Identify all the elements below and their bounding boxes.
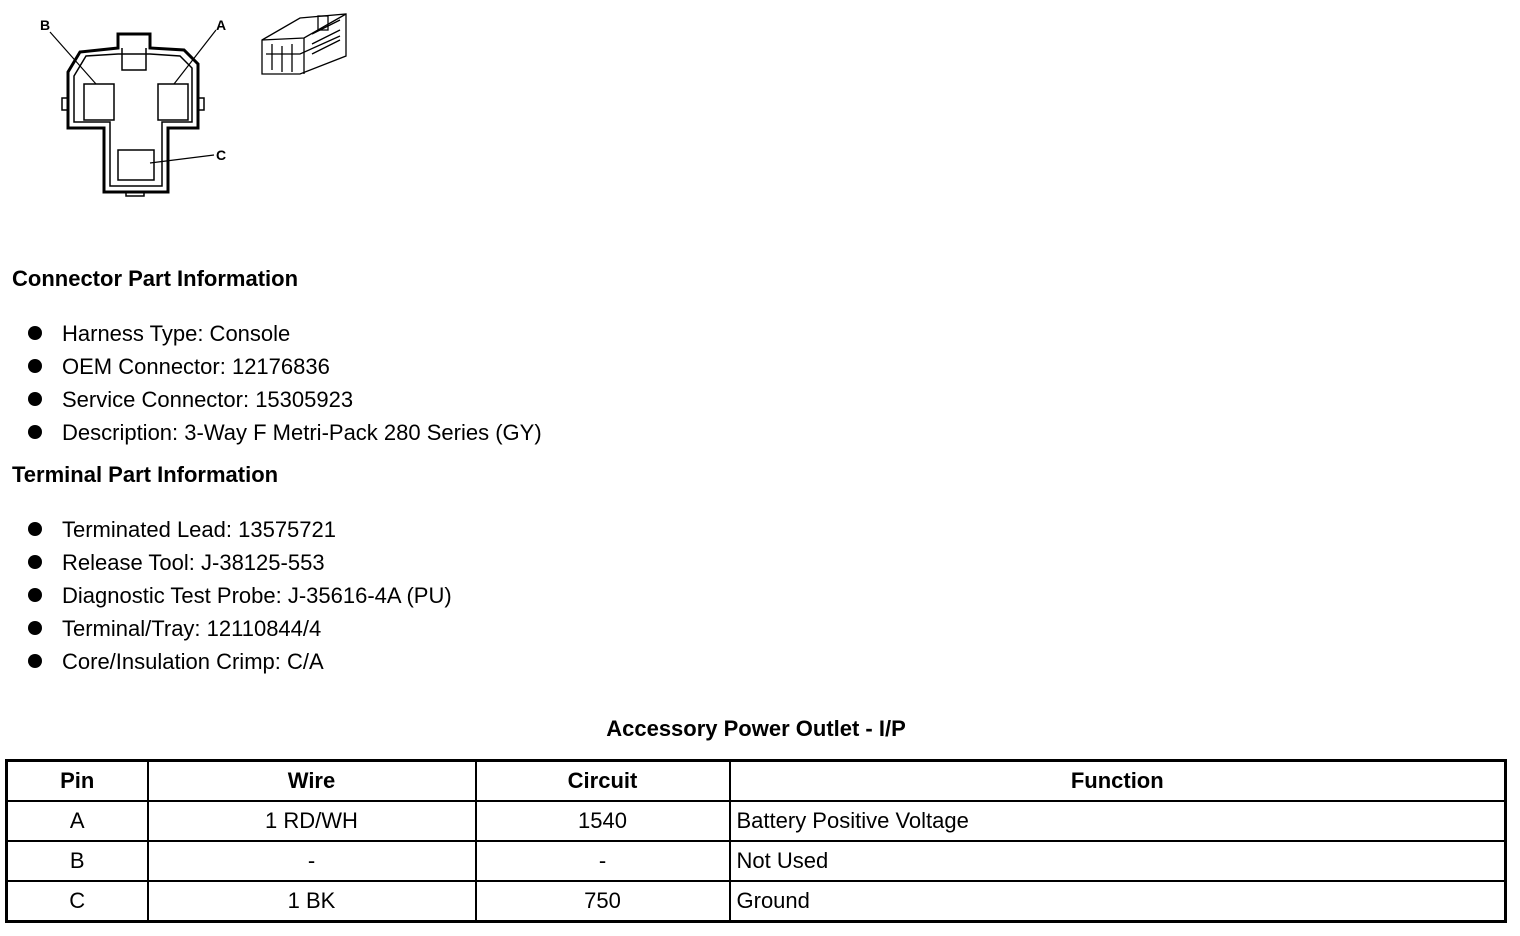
cell-pin: A [7, 801, 148, 841]
list-item-text: Core/Insulation Crimp: C/A [62, 649, 324, 674]
list-item-text: Description: 3-Way F Metri-Pack 280 Series (GY) [62, 420, 542, 445]
list-item-text: Harness Type: Console [62, 321, 291, 346]
connector-diagram [0, 0, 400, 210]
pinout-table [5, 759, 1507, 923]
list-item-text: Terminal/Tray: 12110844/4 [62, 616, 322, 641]
table-row [7, 841, 1506, 881]
cell-function: Ground [730, 881, 1506, 922]
bullet-icon [28, 588, 42, 602]
cell-circuit: 750 [476, 881, 730, 922]
list-item [28, 612, 452, 645]
cell-wire: - [148, 841, 476, 881]
bullet-icon [28, 555, 42, 569]
bullet-icon [28, 425, 42, 439]
header-wire: Wire [148, 761, 476, 802]
pin-label-b: B [40, 17, 51, 33]
bullet-icon [28, 621, 42, 635]
cell-wire: 1 BK [148, 881, 476, 922]
list-item [28, 513, 452, 546]
terminal-info-list [28, 513, 452, 678]
list-item [28, 416, 542, 449]
connector-info-list [28, 317, 542, 449]
bullet-icon [28, 326, 42, 340]
table-row [7, 801, 1506, 841]
cell-pin: B [7, 841, 148, 881]
cell-function: Battery Positive Voltage [730, 801, 1506, 841]
cell-pin: C [7, 881, 148, 922]
list-item-text: Release Tool: J-38125-553 [62, 550, 325, 575]
terminal-info-title: Terminal Part Information [12, 462, 279, 487]
cell-circuit: 1540 [476, 801, 730, 841]
table-row [7, 881, 1506, 922]
table-header-row [7, 761, 1506, 802]
list-item [28, 350, 542, 383]
header-function: Function [730, 761, 1506, 802]
cell-circuit: - [476, 841, 730, 881]
header-pin: Pin [7, 761, 148, 802]
list-item [28, 546, 452, 579]
bullet-icon [28, 359, 42, 373]
bullet-icon [28, 392, 42, 406]
pin-label-c: C [216, 147, 227, 163]
list-item [28, 317, 542, 350]
table-caption: Accessory Power Outlet - I/P [606, 716, 906, 741]
cell-wire: 1 RD/WH [148, 801, 476, 841]
connector-isometric-view [262, 14, 346, 74]
list-item-text: Service Connector: 15305923 [62, 387, 354, 412]
pin-label-a: A [216, 17, 227, 33]
list-item-text: OEM Connector: 12176836 [62, 354, 330, 379]
header-circuit: Circuit [476, 761, 730, 802]
list-item [28, 645, 452, 678]
list-item [28, 579, 452, 612]
list-item [28, 383, 542, 416]
bullet-icon [28, 654, 42, 668]
bullet-icon [28, 522, 42, 536]
connector-info-title: Connector Part Information [12, 266, 299, 291]
list-item-text: Diagnostic Test Probe: J-35616-4A (PU) [62, 583, 452, 608]
cell-function: Not Used [730, 841, 1506, 881]
list-item-text: Terminated Lead: 13575721 [62, 517, 336, 542]
